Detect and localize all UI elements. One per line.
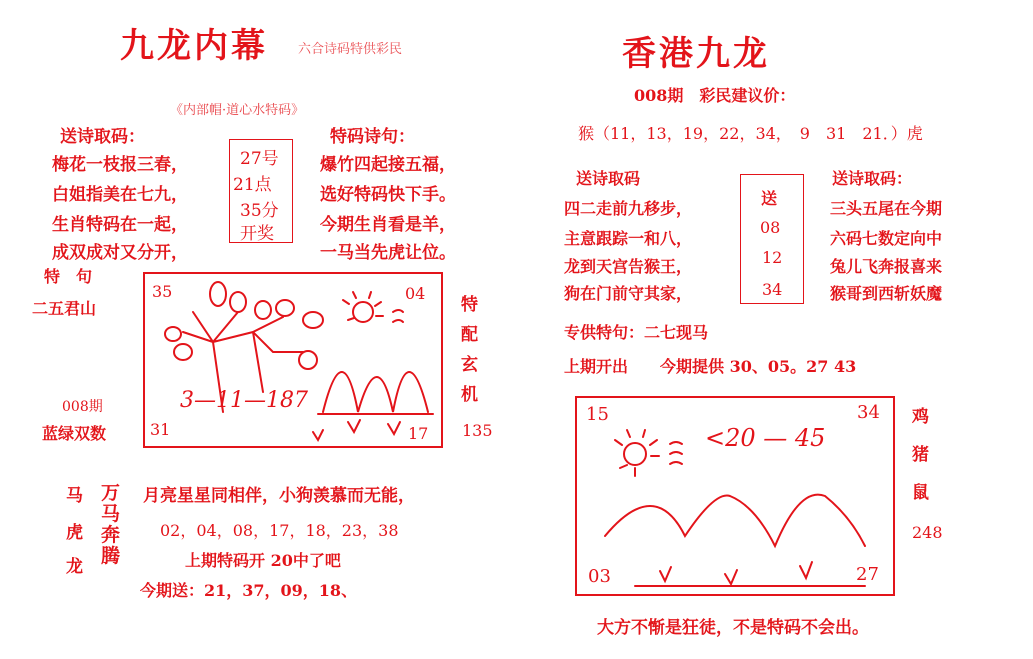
right-last: 上期开出 今期提供 30、05。27 43 bbox=[564, 357, 857, 376]
left-box-line: 21点 bbox=[233, 175, 272, 195]
left-poem-a-line: 白姐指美在七九， bbox=[52, 185, 188, 205]
left-poem-b-line: 一马当先虎让位。 bbox=[320, 243, 456, 263]
right-sketch bbox=[575, 396, 895, 596]
right-drawing-formula: <20 — 45 bbox=[705, 424, 826, 452]
right-drawing-number: 03 bbox=[588, 566, 611, 587]
right-drawing-number: 15 bbox=[586, 404, 609, 425]
left-zodiac-char: 龙 bbox=[66, 557, 83, 577]
right-poem-b-title: 送诗取码： bbox=[832, 169, 913, 188]
left-poem-b-line: 爆竹四起接五福， bbox=[320, 155, 456, 175]
right-poem-b-line: 六码七数定向中 bbox=[830, 229, 943, 248]
right-poem-b-line: 兔儿飞奔报喜来 bbox=[830, 257, 943, 276]
left-poem-a-line: 梅花一枝报三春， bbox=[52, 155, 188, 175]
right-drawing-number: 34 bbox=[857, 402, 880, 423]
left-zodiac-char: 马 bbox=[66, 486, 83, 506]
right-poem-a-line: 四二走前九移步， bbox=[564, 199, 693, 218]
left-issue: 008期 bbox=[62, 399, 103, 415]
right-poem-b-line: 三头五尾在今期 bbox=[830, 199, 943, 218]
left-side-char: 机 bbox=[461, 385, 478, 405]
left-drawing-number: 17 bbox=[408, 424, 429, 443]
right-poem-a-line: 龙到天宫告猴王， bbox=[564, 257, 693, 276]
left-drawing-number: 04 bbox=[405, 284, 426, 303]
left-subtitle: 六合诗码特供彩民 bbox=[298, 42, 403, 57]
right-poem-b-line: 猴哥到西斩妖魔 bbox=[830, 284, 943, 303]
right-title: 香港九龙 bbox=[622, 34, 770, 74]
right-box-line: 08 bbox=[760, 218, 781, 237]
left-side-char: 特 bbox=[461, 295, 478, 315]
left-line1: 月亮星星同相伴，小狗羡慕而无能， bbox=[143, 486, 415, 506]
left-side-number: 135 bbox=[462, 421, 493, 440]
right-drawing-number: 27 bbox=[856, 564, 879, 585]
left-last-issue: 上期特码开 20中了吧 bbox=[185, 551, 341, 570]
left-poem-a-line: 生肖特码在一起， bbox=[52, 215, 188, 235]
left-poem-b-title: 特码诗句： bbox=[330, 127, 415, 147]
left-box-line: 开奖 bbox=[240, 224, 274, 244]
left-stamp-char: 奔 bbox=[101, 524, 121, 546]
left-sketch bbox=[143, 272, 443, 448]
left-numbers: 02，04，08，17，18，23，38 bbox=[160, 521, 399, 540]
left-stamp-char: 马 bbox=[101, 503, 121, 525]
right-special: 专供特句：二七现马 bbox=[564, 323, 709, 342]
right-box-line: 34 bbox=[762, 280, 783, 299]
right-footer: 大方不惭是狂徒，不是特码不会出。 bbox=[597, 618, 869, 638]
left-this-issue: 今期送：21，37，09，18、 bbox=[140, 581, 358, 600]
left-side-char: 配 bbox=[461, 325, 478, 345]
right-poem-a-title: 送诗取码 bbox=[576, 169, 641, 188]
right-box-line: 送 bbox=[761, 189, 778, 208]
left-issue-text: 蓝绿双数 bbox=[42, 424, 107, 443]
left-side-char: 玄 bbox=[461, 355, 478, 375]
right-side-number: 248 bbox=[912, 523, 943, 542]
right-price-numbers: 猴（11，13，19，22，34， 9 31 21．）虎 bbox=[578, 124, 923, 143]
left-drawing-formula: 3—11—187 bbox=[180, 388, 308, 413]
left-box-line: 27号 bbox=[240, 149, 279, 169]
right-poem-a-line: 主意跟踪一和八， bbox=[564, 229, 693, 248]
right-zodiac-char: 猪 bbox=[912, 445, 929, 465]
right-issue-price: 008期 彩民建议价： bbox=[634, 86, 796, 105]
left-special-text: 二五君山 bbox=[32, 299, 97, 318]
right-zodiac-char: 鸡 bbox=[912, 407, 929, 427]
left-stamp-char: 腾 bbox=[101, 545, 121, 567]
left-title: 九龙内幕 bbox=[120, 26, 268, 66]
left-banner: 《内部帽·道心水特码》 bbox=[170, 103, 305, 118]
left-poem-b-line: 今期生肖看是羊， bbox=[320, 215, 456, 235]
left-special-title: 特 句 bbox=[44, 267, 93, 286]
left-poem-a-title: 送诗取码： bbox=[60, 127, 145, 147]
right-zodiac-char: 鼠 bbox=[912, 483, 929, 503]
right-poem-a-line: 狗在门前守其家， bbox=[564, 284, 693, 303]
left-drawing-number: 31 bbox=[150, 420, 171, 439]
left-stamp-char: 万 bbox=[101, 482, 121, 504]
left-poem-a-line: 成双成对又分开， bbox=[52, 243, 188, 263]
right-box-line: 12 bbox=[762, 248, 783, 267]
left-box-line: 35分 bbox=[240, 201, 279, 221]
left-drawing-number: 35 bbox=[152, 282, 173, 301]
left-zodiac-char: 虎 bbox=[66, 523, 83, 543]
left-poem-b-line: 选好特码快下手。 bbox=[320, 185, 456, 205]
